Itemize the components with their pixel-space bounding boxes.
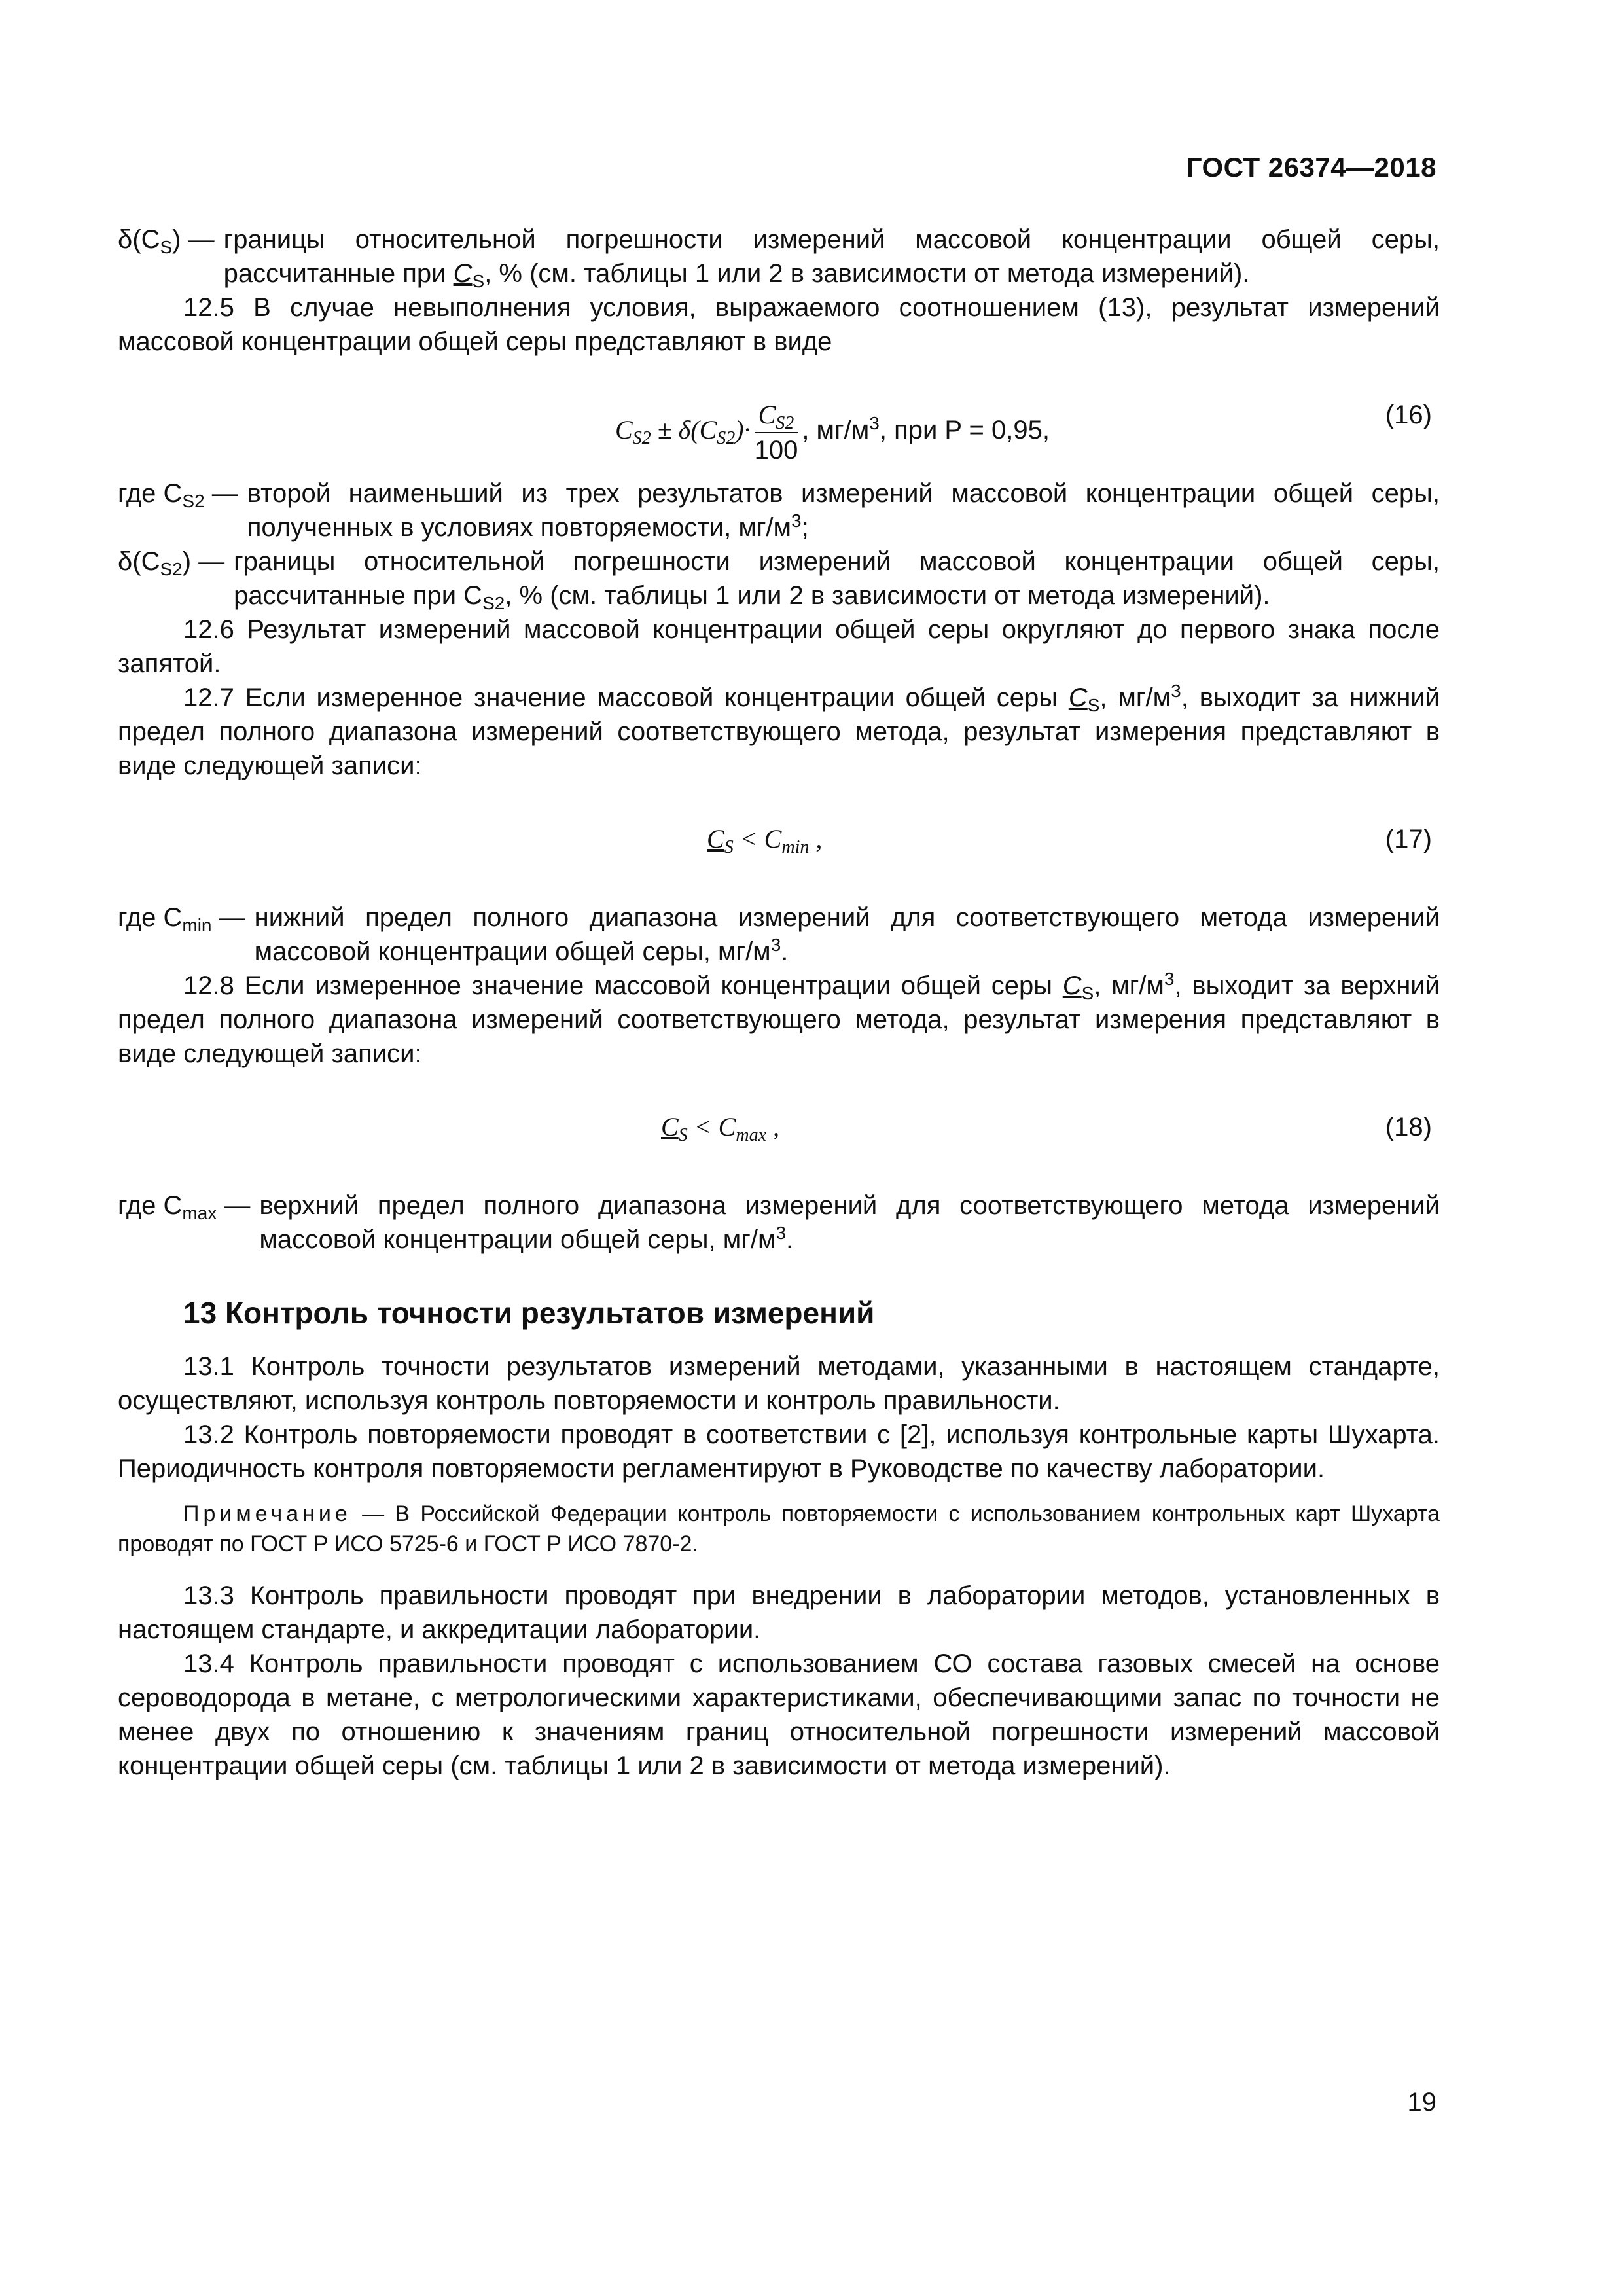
formula-16-expression: $C_{S2} \pm \delta(C_{S2})\cdot$ $\frac{C_{S2}}{100}$ , $мг/м^3$, при P = 0,95,: [615, 398, 1050, 467]
definition-term: где $C_{min}$ —: [118, 903, 245, 935]
definition-term: где $C_{max}$ —: [118, 1191, 251, 1223]
definition-term: где $C_{S2}$ —: [118, 479, 238, 511]
paragraph-13-3: 13.3 Контроль правильности проводят при внедрении в лаборатории методов, установленных в настоящем стандарте, и аккредитации лаборатории.: [118, 1581, 1440, 1644]
formula-17-number: (17): [1385, 825, 1432, 853]
formula-16: [118, 359, 1440, 476]
definition-text: границы относительной погрешности измерений массовой концентрации общей серы, рассчитанные при $C_S$, % (см. таблицы 1 или 2 в зависимости от метода измерений).: [223, 225, 1440, 291]
paragraph-12-5: 12.5 В случае невыполнения условия, выражаемого соотношением (13), результат измерений массовой концентрации общей серы представляют в виде: [118, 293, 1440, 356]
paragraph-13-1: 13.1 Контроль точности результатов измерений методами, указанными в настоящем стандарте, осуществляют, используя контроль повторяемости и контроль правильности.: [118, 1352, 1440, 1415]
paragraph-13-2: 13.2 Контроль повторяемости проводят в соответствии с [2], используя контрольные карты Шухарта. Периодичность контроля повторяемости регламентируют в Руководстве по качеству лаборатории.: [118, 1420, 1440, 1483]
definition-term: $\delta(C_S)$ —: [118, 225, 215, 257]
definition-term: $\delta(C_{S2})$ —: [118, 547, 225, 579]
formula-16-fraction: $\frac{C_{S2}}{100}$: [755, 398, 798, 467]
formula-16-number: (16): [1385, 401, 1432, 429]
paragraph-13-4: 13.4 Контроль правильности проводят с использованием СО состава газовых смесей на основе сероводорода в метане, с метрологическими характеристиками, обеспечивающими запас по точности не менее двух по отношению к значениям границ относительной погрешности измерений массовой концентрации общей серы (см. таблицы 1 или 2 в зависимости от метода измерений).: [118, 1649, 1440, 1780]
paragraph-12-7: 12.7 Если измеренное значение массовой концентрации общей серы $C_S$, $мг/м^3$, выходит за нижний предел полного диапазона измерений соответствующего метода, результат измерения представляют в виде следующей записи:: [118, 681, 1440, 780]
note-text: В Российской Федерации контроль повторяемости с использованием контрольных карт Шухарта проводят по ГОСТ Р ИСО 5725-6 и ГОСТ Р ИСО 7870-2.: [118, 1501, 1440, 1556]
definition-cmax: [118, 1189, 1440, 1257]
formula-18-expression: $C_S < C_{max}$ ,: [661, 1112, 780, 1145]
definition-text: нижний предел полного диапазона измерений для соответствующего метода измерений массовой концентрации общей серы, $мг/м^3$.: [254, 903, 1440, 966]
page-number: 19: [1407, 2088, 1436, 2117]
formula-18-number: (18): [1385, 1113, 1432, 1141]
formula-18: [118, 1071, 1440, 1189]
definition-delta-cs2: [118, 545, 1440, 613]
note: Примечание — В Российской Федерации контроль повторяемости с использованием контрольных карт Шухарта проводят по ГОСТ Р ИСО 5725-6 и ГОСТ Р ИСО 7870-2.: [118, 1501, 1440, 1556]
formula-17: [118, 783, 1440, 901]
note-label: Примечание: [183, 1501, 351, 1526]
section-13-heading: 13 Контроль точности результатов измерений: [183, 1296, 875, 1330]
definition-text: границы относительной погрешности измерений массовой концентрации общей серы, рассчитанные при $C_{S2}$, % (см. таблицы 1 или 2 в зависимости от метода измерений).: [234, 547, 1440, 613]
definition-cmin: [118, 901, 1440, 969]
formula-17-expression: $C_S < C_{min}$ ,: [707, 824, 823, 857]
document-number-header: ГОСТ 26374—2018: [1186, 152, 1436, 183]
definition-delta-cs: [118, 223, 1440, 291]
page-content: [118, 223, 1440, 1783]
paragraph-12-8: 12.8 Если измеренное значение массовой концентрации общей серы $C_S$, $мг/м^3$, выходит за верхний предел полного диапазона измерений соответствующего метода, результат измерения представляют в виде следующей записи:: [118, 969, 1440, 1068]
definition-text: верхний предел полного диапазона измерений для соответствующего метода измерений массовой концентрации общей серы, $мг/м^3$.: [259, 1191, 1440, 1254]
paragraph-12-6: 12.6 Результат измерений массовой концентрации общей серы округляют до первого знака после запятой.: [118, 615, 1440, 678]
definition-cs2: [118, 476, 1440, 545]
definition-text: второй наименьший из трех результатов измерений массовой концентрации общей серы, полученных в условиях повторяемости, $мг/м^3$;: [247, 479, 1440, 542]
